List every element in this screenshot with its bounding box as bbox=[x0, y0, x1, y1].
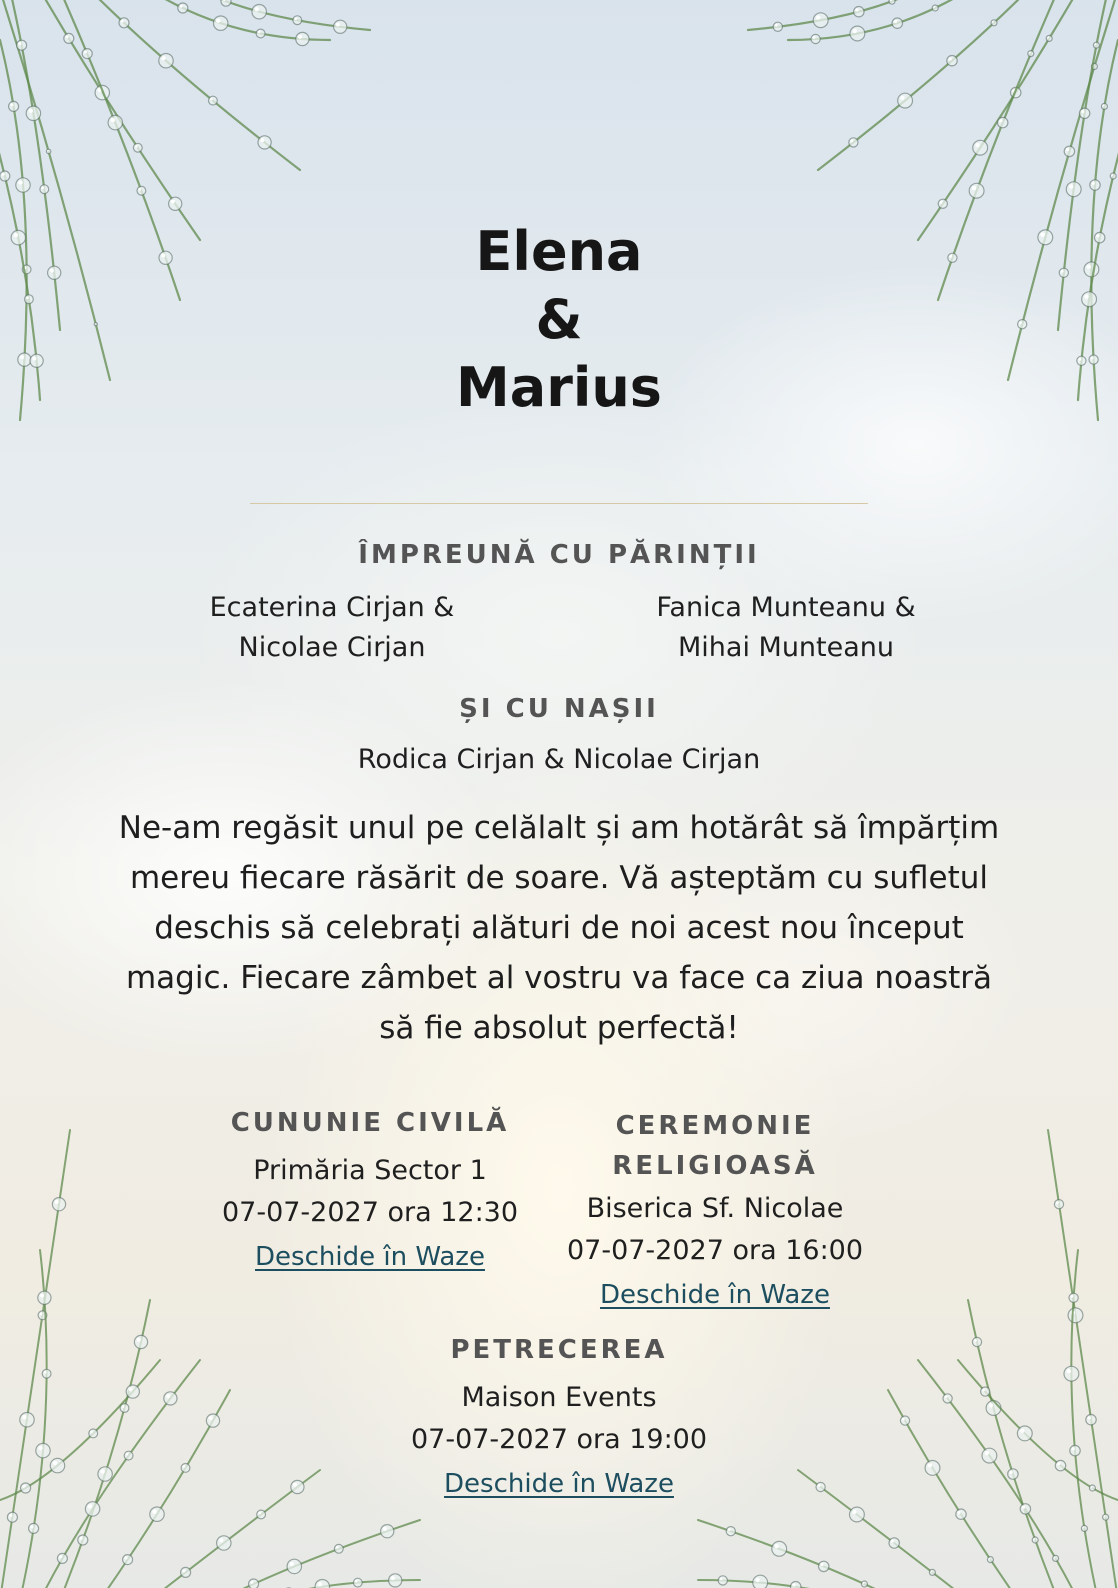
message-line4: magic. Fiecare zâmbet al vostru va face ca ziua noastră bbox=[125, 960, 993, 996]
message-line3: deschis să celebrați alături de noi acest nou început bbox=[154, 910, 964, 946]
groom-parents-line1: Fanica Munteanu & bbox=[656, 592, 916, 623]
event-party-location: Maison Events bbox=[461, 1382, 657, 1413]
message-line1: Ne-am regăsit unul pe celălalt și am hotărât să împărțim bbox=[118, 810, 1000, 846]
event-party-title: PETRECEREA bbox=[450, 1335, 668, 1365]
groom-parents bbox=[636, 588, 936, 668]
bride-parents-line1: Ecaterina Cirjan & bbox=[209, 592, 455, 623]
event-civil-title: CUNUNIE CIVILĂ bbox=[230, 1108, 510, 1138]
event-civil-location: Primăria Sector 1 bbox=[253, 1155, 487, 1186]
bride-parents bbox=[182, 588, 482, 668]
event-religious-datetime: 07-07-2027 ora 16:00 bbox=[566, 1235, 864, 1266]
bride-parents-line2: Nicolae Cirjan bbox=[238, 632, 426, 663]
bride-name: Elena bbox=[475, 220, 643, 283]
event-religious-title bbox=[565, 1106, 865, 1186]
waze-link-civil[interactable]: Deschide în Waze bbox=[255, 1242, 485, 1272]
waze-link-party[interactable]: Deschide în Waze bbox=[444, 1469, 674, 1499]
message-line2: mereu fiecare răsărit de soare. Vă așteptăm cu sufletul bbox=[129, 860, 989, 896]
event-party-datetime: 07-07-2027 ora 19:00 bbox=[410, 1424, 708, 1455]
ampersand: & bbox=[535, 288, 583, 351]
groom-parents-line2: Mihai Munteanu bbox=[677, 632, 895, 663]
event-party bbox=[409, 1333, 709, 1510]
gold-divider bbox=[250, 503, 868, 504]
parents-heading: ÎMPREUNĂ CU PĂRINȚII bbox=[358, 540, 760, 570]
godparents-names: Rodica Cirjan & Nicolae Cirjan bbox=[357, 744, 761, 775]
couple-names bbox=[359, 218, 759, 422]
event-civil bbox=[220, 1106, 520, 1283]
event-civil-datetime: 07-07-2027 ora 12:30 bbox=[221, 1197, 519, 1228]
waze-link-religious[interactable]: Deschide în Waze bbox=[600, 1280, 830, 1310]
godparents-heading: ȘI CU NAȘII bbox=[459, 694, 659, 724]
groom-name: Marius bbox=[456, 356, 662, 419]
event-religious-title-line2: RELIGIOASĂ bbox=[612, 1151, 818, 1181]
event-religious bbox=[565, 1106, 865, 1321]
message-line5: să fie absolut perfectă! bbox=[379, 1010, 739, 1046]
invitation-message bbox=[74, 803, 1044, 1053]
event-religious-title-line1: CEREMONIE bbox=[615, 1111, 815, 1141]
event-religious-location: Biserica Sf. Nicolae bbox=[586, 1193, 844, 1224]
